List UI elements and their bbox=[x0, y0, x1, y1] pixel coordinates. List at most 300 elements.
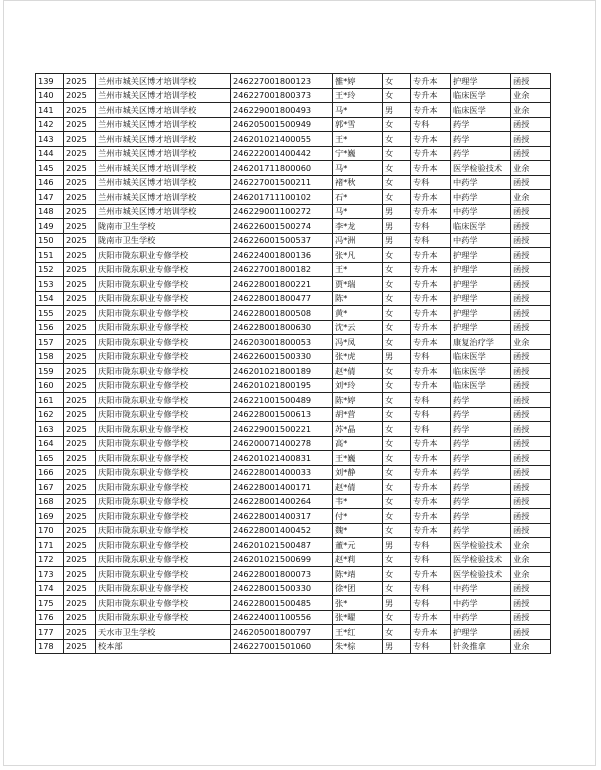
cell-major: 药学 bbox=[451, 146, 511, 161]
cell-row-number: 166 bbox=[36, 465, 64, 480]
cell-row-number: 161 bbox=[36, 393, 64, 408]
cell-level: 专科 bbox=[411, 117, 451, 132]
cell-gender: 男 bbox=[383, 596, 411, 611]
cell-student-id: 246228001400033 bbox=[231, 465, 333, 480]
cell-level: 专科 bbox=[411, 422, 451, 437]
cell-level: 专科 bbox=[411, 581, 451, 596]
cell-major: 药学 bbox=[451, 494, 511, 509]
cell-level: 专升本 bbox=[411, 625, 451, 640]
cell-row-number: 175 bbox=[36, 596, 64, 611]
cell-major: 药学 bbox=[451, 509, 511, 524]
cell-year: 2025 bbox=[64, 581, 96, 596]
cell-school-name: 庆阳市陇东职业专修学校 bbox=[96, 523, 231, 538]
cell-gender: 男 bbox=[383, 103, 411, 118]
table-row bbox=[36, 277, 551, 292]
cell-level: 专科 bbox=[411, 219, 451, 234]
table-row bbox=[36, 364, 551, 379]
cell-student-name: 贾*瑞 bbox=[333, 277, 383, 292]
cell-study-mode: 函授 bbox=[511, 422, 551, 437]
cell-student-name: 沈*云 bbox=[333, 320, 383, 335]
cell-gender: 男 bbox=[383, 639, 411, 654]
cell-student-id: 246201711800060 bbox=[231, 161, 333, 176]
cell-school-name: 庆阳市陇东职业专修学校 bbox=[96, 552, 231, 567]
cell-school-name: 庆阳市陇东职业专修学校 bbox=[96, 480, 231, 495]
table-row bbox=[36, 74, 551, 89]
cell-major: 药学 bbox=[451, 480, 511, 495]
cell-student-name: 王*巍 bbox=[333, 451, 383, 466]
table-row bbox=[36, 509, 551, 524]
cell-school-name: 兰州市城关区博才培训学校 bbox=[96, 161, 231, 176]
table-row bbox=[36, 349, 551, 364]
cell-student-name: 付* bbox=[333, 509, 383, 524]
cell-student-name: 宁*巍 bbox=[333, 146, 383, 161]
cell-student-id: 246227001800123 bbox=[231, 74, 333, 89]
cell-study-mode: 业余 bbox=[511, 161, 551, 176]
cell-major: 护理学 bbox=[451, 306, 511, 321]
cell-gender: 女 bbox=[383, 378, 411, 393]
cell-year: 2025 bbox=[64, 538, 96, 553]
cell-study-mode: 业余 bbox=[511, 335, 551, 350]
cell-level: 专升本 bbox=[411, 74, 451, 89]
cell-study-mode: 函授 bbox=[511, 248, 551, 263]
cell-student-name: 李*龙 bbox=[333, 219, 383, 234]
cell-student-id: 246229001800493 bbox=[231, 103, 333, 118]
cell-study-mode: 函授 bbox=[511, 320, 551, 335]
cell-level: 专升本 bbox=[411, 190, 451, 205]
cell-row-number: 151 bbox=[36, 248, 64, 263]
cell-school-name: 兰州市城关区博才培训学校 bbox=[96, 103, 231, 118]
cell-major: 药学 bbox=[451, 422, 511, 437]
cell-school-name: 兰州市城关区博才培训学校 bbox=[96, 190, 231, 205]
cell-study-mode: 函授 bbox=[511, 407, 551, 422]
cell-study-mode: 函授 bbox=[511, 393, 551, 408]
cell-school-name: 兰州市城关区博才培训学校 bbox=[96, 88, 231, 103]
table-row bbox=[36, 161, 551, 176]
cell-school-name: 庆阳市陇东职业专修学校 bbox=[96, 364, 231, 379]
cell-student-id: 246228001400264 bbox=[231, 494, 333, 509]
cell-gender: 女 bbox=[383, 480, 411, 495]
cell-gender: 女 bbox=[383, 161, 411, 176]
cell-year: 2025 bbox=[64, 436, 96, 451]
cell-school-name: 庆阳市陇东职业专修学校 bbox=[96, 262, 231, 277]
cell-major: 护理学 bbox=[451, 291, 511, 306]
cell-school-name: 庆阳市陇东职业专修学校 bbox=[96, 277, 231, 292]
cell-study-mode: 函授 bbox=[511, 625, 551, 640]
cell-major: 护理学 bbox=[451, 262, 511, 277]
cell-student-id: 246228001500485 bbox=[231, 596, 333, 611]
cell-gender: 女 bbox=[383, 291, 411, 306]
cell-level: 专升本 bbox=[411, 306, 451, 321]
cell-school-name: 陇南市卫生学校 bbox=[96, 219, 231, 234]
cell-school-name: 庆阳市陇东职业专修学校 bbox=[96, 567, 231, 582]
cell-row-number: 162 bbox=[36, 407, 64, 422]
cell-school-name: 庆阳市陇东职业专修学校 bbox=[96, 494, 231, 509]
cell-level: 专科 bbox=[411, 407, 451, 422]
cell-year: 2025 bbox=[64, 161, 96, 176]
cell-student-id: 246200071400278 bbox=[231, 436, 333, 451]
cell-school-name: 庆阳市陇东职业专修学校 bbox=[96, 581, 231, 596]
cell-row-number: 148 bbox=[36, 204, 64, 219]
cell-major: 临床医学 bbox=[451, 103, 511, 118]
cell-year: 2025 bbox=[64, 277, 96, 292]
cell-row-number: 178 bbox=[36, 639, 64, 654]
cell-student-name: 石* bbox=[333, 190, 383, 205]
cell-level: 专升本 bbox=[411, 146, 451, 161]
cell-gender: 女 bbox=[383, 422, 411, 437]
cell-gender: 女 bbox=[383, 625, 411, 640]
cell-level: 专升本 bbox=[411, 378, 451, 393]
cell-gender: 女 bbox=[383, 567, 411, 582]
cell-study-mode: 函授 bbox=[511, 581, 551, 596]
cell-study-mode: 函授 bbox=[511, 175, 551, 190]
cell-school-name: 庆阳市陇东职业专修学校 bbox=[96, 436, 231, 451]
cell-student-id: 246224001800136 bbox=[231, 248, 333, 263]
cell-student-name: 赵*倩 bbox=[333, 364, 383, 379]
cell-major: 药学 bbox=[451, 523, 511, 538]
cell-level: 专升本 bbox=[411, 509, 451, 524]
cell-year: 2025 bbox=[64, 349, 96, 364]
table-row bbox=[36, 596, 551, 611]
table-row bbox=[36, 393, 551, 408]
cell-study-mode: 函授 bbox=[511, 233, 551, 248]
cell-study-mode: 业余 bbox=[511, 103, 551, 118]
cell-student-name: 黄* bbox=[333, 306, 383, 321]
cell-student-name: 王* bbox=[333, 132, 383, 147]
cell-major: 药学 bbox=[451, 132, 511, 147]
cell-student-name: 高* bbox=[333, 436, 383, 451]
cell-gender: 女 bbox=[383, 88, 411, 103]
cell-gender: 男 bbox=[383, 204, 411, 219]
cell-student-id: 246227001501060 bbox=[231, 639, 333, 654]
cell-study-mode: 函授 bbox=[511, 436, 551, 451]
cell-major: 中药学 bbox=[451, 610, 511, 625]
cell-student-name: 刘*玲 bbox=[333, 378, 383, 393]
cell-year: 2025 bbox=[64, 480, 96, 495]
cell-row-number: 144 bbox=[36, 146, 64, 161]
cell-study-mode: 函授 bbox=[511, 146, 551, 161]
cell-study-mode: 函授 bbox=[511, 117, 551, 132]
cell-student-name: 冯*凤 bbox=[333, 335, 383, 350]
cell-student-id: 246201021800189 bbox=[231, 364, 333, 379]
cell-row-number: 147 bbox=[36, 190, 64, 205]
cell-school-name: 庆阳市陇东职业专修学校 bbox=[96, 596, 231, 611]
cell-school-name: 庆阳市陇东职业专修学校 bbox=[96, 509, 231, 524]
cell-school-name: 兰州市城关区博才培训学校 bbox=[96, 146, 231, 161]
cell-school-name: 庆阳市陇东职业专修学校 bbox=[96, 538, 231, 553]
cell-gender: 女 bbox=[383, 146, 411, 161]
cell-row-number: 152 bbox=[36, 262, 64, 277]
cell-major: 临床医学 bbox=[451, 349, 511, 364]
cell-student-id: 246226001500330 bbox=[231, 349, 333, 364]
cell-major: 药学 bbox=[451, 465, 511, 480]
cell-level: 专科 bbox=[411, 233, 451, 248]
cell-student-name: 郭*雪 bbox=[333, 117, 383, 132]
cell-student-name: 韦* bbox=[333, 494, 383, 509]
cell-study-mode: 业余 bbox=[511, 88, 551, 103]
student-table bbox=[35, 73, 551, 654]
cell-year: 2025 bbox=[64, 407, 96, 422]
cell-level: 专科 bbox=[411, 552, 451, 567]
cell-row-number: 141 bbox=[36, 103, 64, 118]
cell-major: 药学 bbox=[451, 451, 511, 466]
cell-major: 临床医学 bbox=[451, 219, 511, 234]
table-row bbox=[36, 552, 551, 567]
cell-gender: 女 bbox=[383, 262, 411, 277]
cell-student-id: 246227001800373 bbox=[231, 88, 333, 103]
cell-student-name: 陈* bbox=[333, 291, 383, 306]
cell-year: 2025 bbox=[64, 262, 96, 277]
cell-year: 2025 bbox=[64, 422, 96, 437]
table-row bbox=[36, 494, 551, 509]
cell-major: 中药学 bbox=[451, 596, 511, 611]
cell-student-name: 王* bbox=[333, 262, 383, 277]
cell-school-name: 校本部 bbox=[96, 639, 231, 654]
cell-school-name: 庆阳市陇东职业专修学校 bbox=[96, 378, 231, 393]
cell-gender: 男 bbox=[383, 233, 411, 248]
cell-row-number: 159 bbox=[36, 364, 64, 379]
table-row bbox=[36, 219, 551, 234]
cell-student-id: 246229001500221 bbox=[231, 422, 333, 437]
cell-row-number: 145 bbox=[36, 161, 64, 176]
cell-study-mode: 函授 bbox=[511, 219, 551, 234]
cell-student-id: 246221001500489 bbox=[231, 393, 333, 408]
cell-year: 2025 bbox=[64, 625, 96, 640]
cell-gender: 女 bbox=[383, 393, 411, 408]
cell-school-name: 庆阳市陇东职业专修学校 bbox=[96, 465, 231, 480]
cell-student-name: 董*元 bbox=[333, 538, 383, 553]
cell-year: 2025 bbox=[64, 146, 96, 161]
cell-level: 专升本 bbox=[411, 364, 451, 379]
cell-student-name: 朱*棕 bbox=[333, 639, 383, 654]
table-row bbox=[36, 407, 551, 422]
cell-major: 中药学 bbox=[451, 175, 511, 190]
cell-level: 专升本 bbox=[411, 132, 451, 147]
cell-school-name: 陇南市卫生学校 bbox=[96, 233, 231, 248]
cell-student-id: 246228001400171 bbox=[231, 480, 333, 495]
cell-gender: 女 bbox=[383, 436, 411, 451]
cell-study-mode: 函授 bbox=[511, 523, 551, 538]
table-row bbox=[36, 146, 551, 161]
cell-row-number: 165 bbox=[36, 451, 64, 466]
cell-gender: 女 bbox=[383, 335, 411, 350]
cell-student-name: 张*曜 bbox=[333, 610, 383, 625]
cell-level: 专升本 bbox=[411, 103, 451, 118]
cell-study-mode: 函授 bbox=[511, 291, 551, 306]
cell-gender: 女 bbox=[383, 74, 411, 89]
cell-gender: 女 bbox=[383, 610, 411, 625]
table-row bbox=[36, 103, 551, 118]
cell-year: 2025 bbox=[64, 378, 96, 393]
cell-level: 专升本 bbox=[411, 320, 451, 335]
cell-study-mode: 函授 bbox=[511, 364, 551, 379]
cell-level: 专升本 bbox=[411, 161, 451, 176]
cell-school-name: 兰州市城关区博才培训学校 bbox=[96, 117, 231, 132]
cell-gender: 女 bbox=[383, 175, 411, 190]
cell-study-mode: 业余 bbox=[511, 639, 551, 654]
cell-school-name: 庆阳市陇东职业专修学校 bbox=[96, 335, 231, 350]
table-body bbox=[36, 74, 551, 654]
cell-row-number: 142 bbox=[36, 117, 64, 132]
cell-year: 2025 bbox=[64, 190, 96, 205]
cell-student-name: 魏* bbox=[333, 523, 383, 538]
cell-school-name: 庆阳市陇东职业专修学校 bbox=[96, 291, 231, 306]
cell-school-name: 庆阳市陇东职业专修学校 bbox=[96, 393, 231, 408]
cell-study-mode: 业余 bbox=[511, 567, 551, 582]
cell-study-mode: 函授 bbox=[511, 480, 551, 495]
table-row bbox=[36, 175, 551, 190]
table-row bbox=[36, 248, 551, 263]
cell-student-id: 246205001800797 bbox=[231, 625, 333, 640]
cell-major: 护理学 bbox=[451, 277, 511, 292]
cell-row-number: 173 bbox=[36, 567, 64, 582]
cell-level: 专科 bbox=[411, 349, 451, 364]
cell-gender: 女 bbox=[383, 523, 411, 538]
cell-study-mode: 函授 bbox=[511, 306, 551, 321]
cell-level: 专升本 bbox=[411, 291, 451, 306]
cell-row-number: 140 bbox=[36, 88, 64, 103]
table-row bbox=[36, 610, 551, 625]
cell-student-id: 246201021500487 bbox=[231, 538, 333, 553]
cell-student-id: 246228001800221 bbox=[231, 277, 333, 292]
cell-student-id: 246228001800477 bbox=[231, 291, 333, 306]
cell-study-mode: 业余 bbox=[511, 190, 551, 205]
cell-gender: 男 bbox=[383, 349, 411, 364]
cell-student-name: 赵*倩 bbox=[333, 480, 383, 495]
cell-gender: 女 bbox=[383, 277, 411, 292]
cell-major: 护理学 bbox=[451, 74, 511, 89]
table-row bbox=[36, 451, 551, 466]
table-row bbox=[36, 204, 551, 219]
cell-row-number: 156 bbox=[36, 320, 64, 335]
cell-study-mode: 函授 bbox=[511, 465, 551, 480]
cell-gender: 女 bbox=[383, 132, 411, 147]
table-row bbox=[36, 480, 551, 495]
cell-student-name: 徐*团 bbox=[333, 581, 383, 596]
cell-study-mode: 函授 bbox=[511, 451, 551, 466]
cell-gender: 女 bbox=[383, 494, 411, 509]
table-row bbox=[36, 581, 551, 596]
cell-row-number: 157 bbox=[36, 335, 64, 350]
cell-gender: 女 bbox=[383, 407, 411, 422]
table-row bbox=[36, 320, 551, 335]
cell-level: 专升本 bbox=[411, 465, 451, 480]
cell-student-id: 246226001500537 bbox=[231, 233, 333, 248]
table-row bbox=[36, 523, 551, 538]
cell-student-name: 胡*营 bbox=[333, 407, 383, 422]
table-row bbox=[36, 132, 551, 147]
cell-study-mode: 函授 bbox=[511, 204, 551, 219]
cell-gender: 女 bbox=[383, 320, 411, 335]
cell-study-mode: 函授 bbox=[511, 349, 551, 364]
cell-row-number: 160 bbox=[36, 378, 64, 393]
cell-student-id: 246228001500330 bbox=[231, 581, 333, 596]
cell-student-id: 246228001800630 bbox=[231, 320, 333, 335]
cell-school-name: 天水市卫生学校 bbox=[96, 625, 231, 640]
cell-level: 专科 bbox=[411, 175, 451, 190]
cell-year: 2025 bbox=[64, 233, 96, 248]
cell-row-number: 168 bbox=[36, 494, 64, 509]
cell-level: 专升本 bbox=[411, 523, 451, 538]
cell-year: 2025 bbox=[64, 219, 96, 234]
cell-gender: 女 bbox=[383, 364, 411, 379]
cell-major: 临床医学 bbox=[451, 364, 511, 379]
cell-row-number: 146 bbox=[36, 175, 64, 190]
cell-level: 专科 bbox=[411, 393, 451, 408]
cell-study-mode: 函授 bbox=[511, 610, 551, 625]
cell-major: 针灸推拿 bbox=[451, 639, 511, 654]
cell-row-number: 154 bbox=[36, 291, 64, 306]
cell-student-id: 246227001800182 bbox=[231, 262, 333, 277]
cell-year: 2025 bbox=[64, 175, 96, 190]
cell-student-name: 王*玲 bbox=[333, 88, 383, 103]
cell-year: 2025 bbox=[64, 74, 96, 89]
table-row bbox=[36, 465, 551, 480]
cell-year: 2025 bbox=[64, 465, 96, 480]
cell-year: 2025 bbox=[64, 596, 96, 611]
cell-level: 专升本 bbox=[411, 451, 451, 466]
cell-row-number: 153 bbox=[36, 277, 64, 292]
cell-major: 中药学 bbox=[451, 233, 511, 248]
table-row bbox=[36, 233, 551, 248]
cell-major: 护理学 bbox=[451, 248, 511, 263]
cell-gender: 女 bbox=[383, 465, 411, 480]
cell-school-name: 兰州市城关区博才培训学校 bbox=[96, 132, 231, 147]
cell-student-id: 246228001800073 bbox=[231, 567, 333, 582]
cell-student-id: 246224001100556 bbox=[231, 610, 333, 625]
cell-year: 2025 bbox=[64, 320, 96, 335]
cell-level: 专升本 bbox=[411, 277, 451, 292]
cell-student-id: 246228001400452 bbox=[231, 523, 333, 538]
cell-study-mode: 函授 bbox=[511, 277, 551, 292]
cell-year: 2025 bbox=[64, 494, 96, 509]
cell-school-name: 庆阳市陇东职业专修学校 bbox=[96, 248, 231, 263]
cell-study-mode: 业余 bbox=[511, 538, 551, 553]
cell-year: 2025 bbox=[64, 291, 96, 306]
cell-year: 2025 bbox=[64, 451, 96, 466]
cell-student-id: 246226001500274 bbox=[231, 219, 333, 234]
cell-row-number: 170 bbox=[36, 523, 64, 538]
cell-student-id: 246203001800053 bbox=[231, 335, 333, 350]
cell-level: 专科 bbox=[411, 639, 451, 654]
cell-student-name: 冯*洲 bbox=[333, 233, 383, 248]
cell-level: 专升本 bbox=[411, 567, 451, 582]
cell-student-name: 赵*莉 bbox=[333, 552, 383, 567]
cell-school-name: 庆阳市陇东职业专修学校 bbox=[96, 349, 231, 364]
cell-student-id: 246222001400442 bbox=[231, 146, 333, 161]
cell-level: 专升本 bbox=[411, 204, 451, 219]
cell-year: 2025 bbox=[64, 103, 96, 118]
cell-student-name: 雒*婷 bbox=[333, 74, 383, 89]
cell-year: 2025 bbox=[64, 610, 96, 625]
cell-student-name: 刘*静 bbox=[333, 465, 383, 480]
table-row bbox=[36, 262, 551, 277]
cell-major: 医学检验技术 bbox=[451, 538, 511, 553]
table-row bbox=[36, 639, 551, 654]
cell-student-id: 246228001800508 bbox=[231, 306, 333, 321]
cell-study-mode: 函授 bbox=[511, 494, 551, 509]
cell-study-mode: 函授 bbox=[511, 378, 551, 393]
cell-year: 2025 bbox=[64, 117, 96, 132]
cell-year: 2025 bbox=[64, 567, 96, 582]
cell-year: 2025 bbox=[64, 364, 96, 379]
cell-row-number: 139 bbox=[36, 74, 64, 89]
cell-major: 医学检验技术 bbox=[451, 552, 511, 567]
cell-year: 2025 bbox=[64, 306, 96, 321]
cell-study-mode: 函授 bbox=[511, 509, 551, 524]
cell-row-number: 174 bbox=[36, 581, 64, 596]
cell-student-name: 马* bbox=[333, 161, 383, 176]
cell-row-number: 167 bbox=[36, 480, 64, 495]
